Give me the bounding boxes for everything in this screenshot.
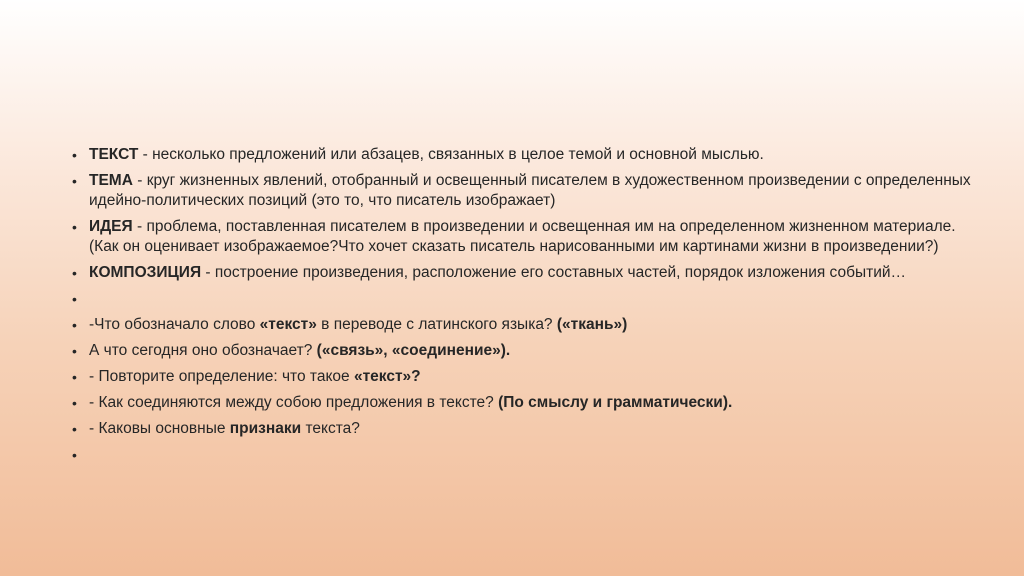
bullet-question-today	[72, 341, 972, 361]
bullet-composition-definition	[72, 263, 972, 283]
bullet-empty	[72, 289, 972, 309]
bullet-list	[72, 145, 972, 471]
emphasis: «текст»?	[353, 368, 421, 385]
definition: - несколько предложений или абзацев, связанных в целое темой и основной мыслью.	[138, 146, 764, 163]
question-cont: текста?	[301, 420, 360, 437]
question: - Как соединяются между собою предложения в тексте?	[89, 394, 499, 411]
bullet-dot-icon: •	[72, 265, 77, 281]
bullet-theme-definition	[72, 171, 972, 211]
question: - Повторите определение: что такое	[89, 368, 354, 385]
bullet-text-definition	[72, 145, 972, 165]
bullet-dot-icon: •	[72, 343, 77, 359]
question: -Что обозначало слово	[89, 316, 260, 333]
definition: - проблема, поставленная писателем в произведении и освещенная им на определенном жизненном материале. (Как он оценивает изображаемое?Что хочет сказать писатель нарисованными им картинами жизни в произведении?)	[89, 218, 956, 255]
term: ИДЕЯ	[89, 218, 133, 235]
emphasis: «текст»	[259, 316, 317, 333]
term: ТЕКСТ	[89, 146, 139, 163]
term: КОМПОЗИЦИЯ	[89, 264, 202, 281]
term: ТЕМА	[89, 172, 133, 189]
bullet-dot-icon: •	[72, 317, 77, 333]
question-cont: в переводе с латинского языка?	[316, 316, 557, 333]
bullet-empty	[72, 445, 972, 465]
bullet-dot-icon: •	[72, 447, 77, 463]
bullet-dot-icon: •	[72, 147, 77, 163]
bullet-question-features	[72, 419, 972, 439]
bullet-idea-definition	[72, 217, 972, 257]
bullet-dot-icon: •	[72, 369, 77, 385]
bullet-dot-icon: •	[72, 173, 77, 189]
emphasis: признаки	[229, 420, 302, 437]
bullet-dot-icon: •	[72, 421, 77, 437]
bullet-question-latin	[72, 315, 972, 335]
answer: («ткань»)	[556, 316, 628, 333]
bullet-question-connect	[72, 393, 972, 413]
bullet-question-repeat	[72, 367, 972, 387]
bullet-dot-icon: •	[72, 219, 77, 235]
answer: («связь», «соединение»).	[316, 342, 511, 359]
bullet-dot-icon: •	[72, 291, 77, 307]
question: - Каковы основные	[89, 420, 230, 437]
definition: - построение произведения, расположение его составных частей, порядок изложения событий…	[201, 264, 907, 281]
definition: - круг жизненных явлений, отобранный и освещенный писателем в художественном произведении с определенных идейно-политических позиций (это то, что писатель изображает)	[89, 172, 971, 209]
answer: (По смыслу и грамматически).	[498, 394, 733, 411]
bullet-dot-icon: •	[72, 395, 77, 411]
question: А что сегодня оно обозначает?	[89, 342, 317, 359]
